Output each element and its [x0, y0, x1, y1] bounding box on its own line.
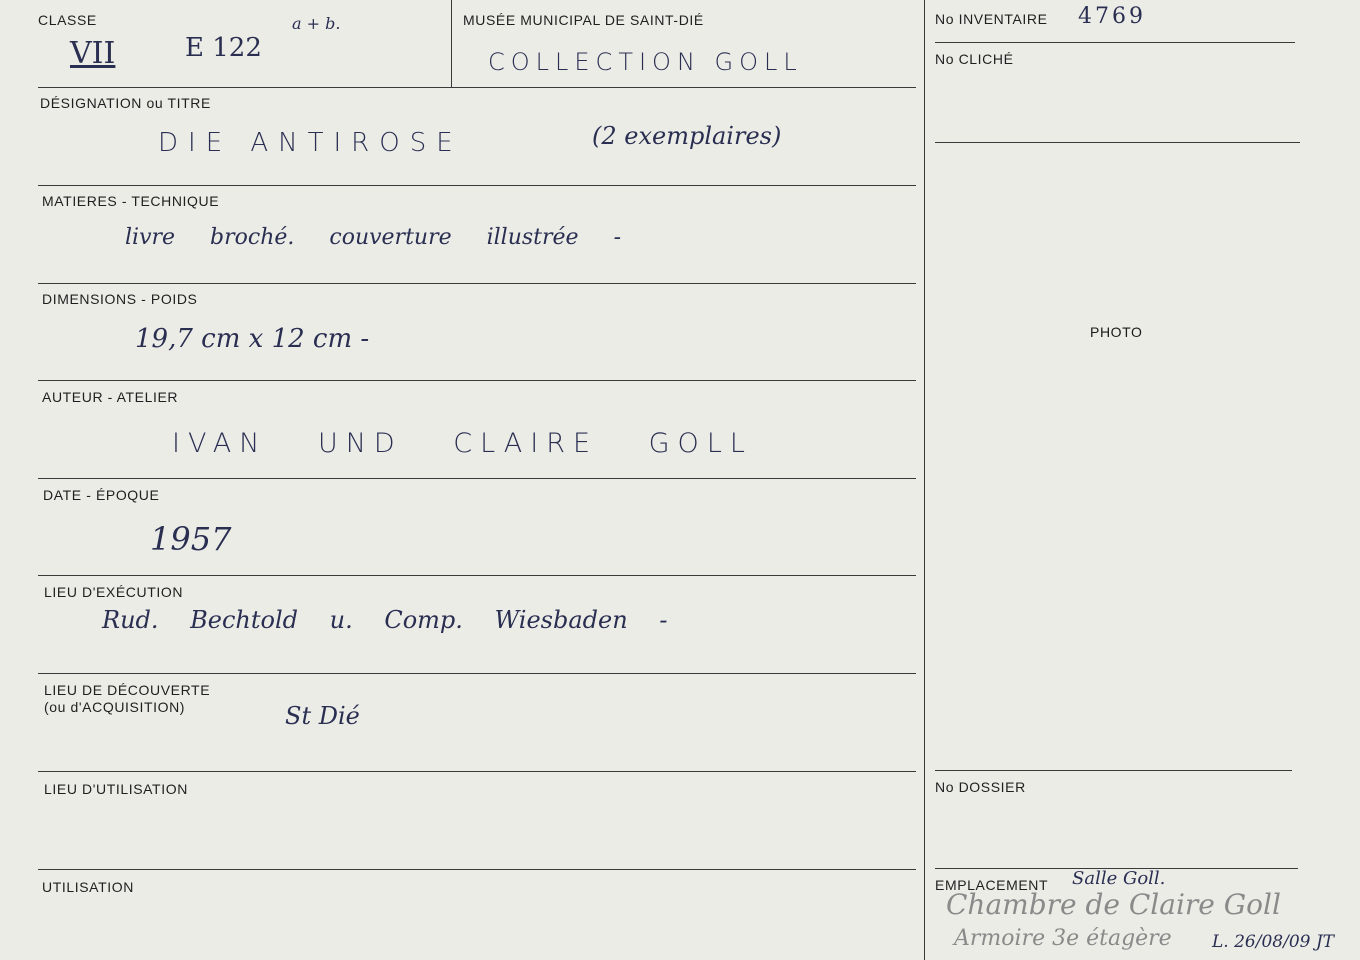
divider: [38, 185, 916, 186]
museum-value: COLLECTION GOLL: [488, 48, 803, 76]
emplacement-pencil-3: L. 26/08/09 JT: [1212, 932, 1335, 952]
divider: [38, 478, 916, 479]
execution-value: Rud. Bechtold u. Comp. Wiesbaden -: [102, 606, 668, 634]
header-divider: [451, 0, 452, 87]
inventaire-value: 4769: [1078, 4, 1146, 29]
designation-label: DÉSIGNATION ou TITRE: [40, 95, 211, 111]
decouverte-value: St Dié: [285, 702, 360, 730]
emplacement-pencil-2: Armoire 3e étagère: [954, 926, 1172, 951]
cliche-label: No CLICHÉ: [935, 51, 1014, 67]
utilisation-label: UTILISATION: [42, 879, 134, 895]
lieu-utilisation-label: LIEU D'UTILISATION: [44, 781, 188, 797]
column-divider: [924, 0, 925, 960]
inventaire-label: No INVENTAIRE: [935, 11, 1048, 27]
date-label: DATE - ÉPOQUE: [43, 487, 160, 503]
designation-value: DIE ANTIROSE: [158, 128, 463, 158]
classe-code: E 122: [185, 33, 262, 63]
decouverte-label: LIEU DE DÉCOUVERTE: [44, 682, 211, 698]
execution-label: LIEU D'EXÉCUTION: [44, 584, 184, 600]
museum-label: MUSÉE MUNICIPAL DE SAINT-DIÉ: [463, 12, 704, 28]
dimensions-label: DIMENSIONS - POIDS: [42, 291, 198, 307]
auteur-label: AUTEUR - ATELIER: [42, 389, 179, 405]
matieres-label: MATIERES - TECHNIQUE: [42, 193, 220, 209]
divider: [38, 87, 916, 88]
emplacement-pencil-1: Chambre de Claire Goll: [946, 888, 1281, 921]
divider: [38, 380, 916, 381]
divider: [935, 770, 1292, 771]
auteur-value: IVAN UND CLAIRE GOLL: [172, 428, 753, 459]
dossier-label: No DOSSIER: [935, 779, 1026, 795]
classe-label: CLASSE: [38, 12, 97, 28]
divider: [38, 771, 916, 772]
matieres-value: livre broché. couverture illustrée -: [125, 225, 622, 250]
dimensions-value: 19,7 cm x 12 cm -: [135, 324, 370, 354]
divider: [935, 42, 1295, 43]
divider: [38, 869, 916, 870]
photo-label: PHOTO: [1090, 324, 1143, 340]
emplacement-value: Salle Goll.: [1072, 868, 1166, 889]
decouverte-sublabel: (ou d'ACQUISITION): [44, 699, 186, 715]
emplacement-label: EMPLACEMENT: [935, 877, 1049, 893]
divider: [38, 575, 916, 576]
classe-value: VII: [70, 36, 116, 71]
divider: [38, 283, 916, 284]
classe-suffix: a + b.: [292, 14, 341, 33]
divider: [38, 673, 916, 674]
designation-note: (2 exemplaires): [592, 122, 782, 150]
divider: [935, 142, 1300, 143]
date-value: 1957: [150, 520, 232, 558]
